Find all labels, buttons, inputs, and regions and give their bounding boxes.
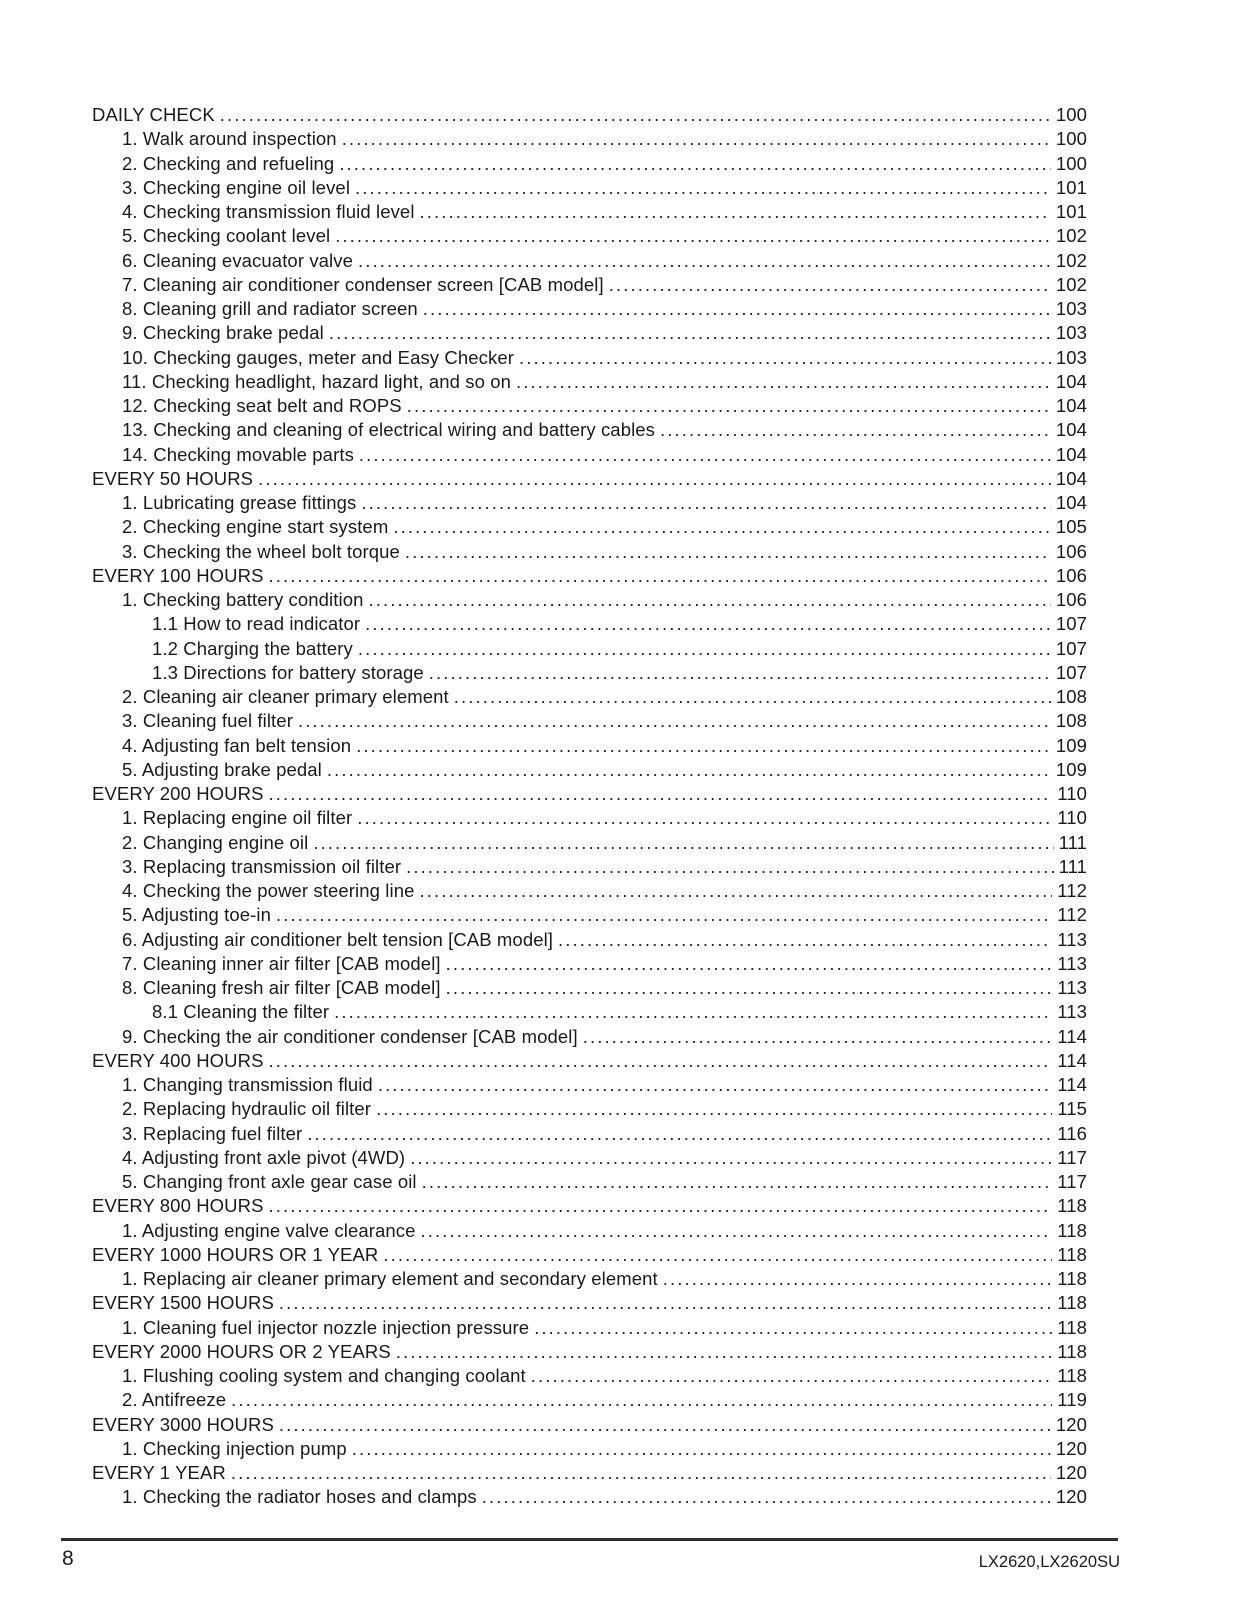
- toc-entry-label: 2. Checking engine start system: [122, 516, 389, 538]
- toc-leader-dots: [660, 418, 1051, 442]
- toc-entry-page-number: 114: [1057, 1025, 1087, 1047]
- toc-entry-label: 1. Checking battery condition: [122, 589, 364, 610]
- toc-entry-label: 4. Checking the power steering line: [122, 880, 415, 901]
- toc-leader-dots: [422, 1170, 1053, 1194]
- toc-entry: [92, 806, 1087, 830]
- toc-entry-page-number: 120: [1055, 1437, 1087, 1459]
- toc-entry-page-number: 114: [1057, 1049, 1087, 1071]
- toc-entry-page-number: 111: [1058, 831, 1087, 853]
- toc-entry-page-number: 107: [1055, 661, 1087, 683]
- toc-leader-dots: [352, 1437, 1051, 1461]
- toc-entry-page-number: 104: [1055, 370, 1087, 392]
- toc-entry-label: 3. Replacing transmission oil filter: [122, 855, 402, 877]
- toc-entry-page-number: 103: [1055, 298, 1087, 319]
- toc-leader-dots: [423, 297, 1051, 321]
- toc-entry-label: 2. Antifreeze: [122, 1389, 227, 1411]
- toc-leader-dots: [279, 1291, 1052, 1315]
- toc-entry: [92, 1413, 1087, 1437]
- toc-leader-dots: [558, 928, 1052, 952]
- toc-leader-dots: [355, 176, 1051, 200]
- toc-entry: [92, 152, 1087, 176]
- toc-entry-page-number: 112: [1057, 880, 1087, 901]
- toc-entry: [92, 443, 1087, 467]
- toc-entry-page-number: 103: [1055, 322, 1087, 344]
- toc-entry: [92, 103, 1087, 127]
- toc-leader-dots: [269, 1194, 1053, 1218]
- toc-entry: [92, 176, 1087, 200]
- toc-leader-dots: [258, 467, 1051, 491]
- toc-entry: [92, 879, 1087, 903]
- toc-leader-dots: [519, 346, 1051, 370]
- toc-entry-page-number: 118: [1057, 1316, 1087, 1338]
- toc-entry-label: EVERY 50 HOURS: [92, 467, 254, 489]
- toc-entry-label: 11. Checking headlight, hazard light, and so on: [122, 370, 512, 392]
- toc-leader-dots: [446, 952, 1053, 976]
- toc-leader-dots: [419, 879, 1052, 903]
- toc-entry: [92, 297, 1087, 321]
- toc-leader-dots: [429, 661, 1051, 685]
- toc-entry-page-number: 114: [1057, 1074, 1087, 1095]
- toc-entry-label: 2. Cleaning air cleaner primary element: [122, 686, 449, 707]
- toc-entry-page-number: 110: [1057, 807, 1087, 829]
- toc-entry-label: 6. Adjusting air conditioner belt tension [CAB model]: [122, 928, 554, 950]
- toc-leader-dots: [446, 976, 1053, 1000]
- toc-leader-dots: [359, 443, 1051, 467]
- toc-leader-dots: [279, 1413, 1051, 1437]
- toc-entry: [92, 1316, 1087, 1340]
- toc-entry-label: 13. Checking and cleaning of electrical wiring and battery cables: [122, 419, 656, 441]
- toc-entry-page-number: 100: [1055, 152, 1087, 174]
- toc-entry: [92, 273, 1087, 297]
- toc-entry-label: DAILY CHECK: [92, 104, 215, 125]
- toc-entry: [92, 1340, 1087, 1364]
- toc-entry-page-number: 101: [1055, 176, 1087, 198]
- toc-entry-page-number: 101: [1055, 201, 1087, 222]
- toc-entry-page-number: 120: [1055, 1462, 1087, 1483]
- toc-entry-page-number: 111: [1058, 855, 1087, 877]
- toc-entry: [92, 564, 1087, 588]
- toc-entry: [92, 1219, 1087, 1243]
- toc-entry-label: EVERY 2000 HOURS OR 2 YEARS: [92, 1340, 391, 1362]
- toc-entry-label: 1.1 How to read indicator: [152, 613, 361, 635]
- toc-entry-label: EVERY 200 HOURS: [92, 783, 264, 804]
- toc-entry: [92, 515, 1087, 539]
- toc-leader-dots: [396, 1340, 1052, 1364]
- toc-entry: [92, 831, 1087, 855]
- toc-leader-dots: [369, 588, 1051, 612]
- toc-leader-dots: [378, 1073, 1052, 1097]
- toc-entry: [92, 612, 1087, 636]
- toc-leader-dots: [358, 637, 1051, 661]
- toc-leader-dots: [663, 1267, 1052, 1291]
- toc-entry-label: 5. Changing front axle gear case oil: [122, 1171, 417, 1192]
- toc-entry: [92, 321, 1087, 345]
- toc-entry-label: 9. Checking the air conditioner condenser [CAB model]: [122, 1025, 578, 1047]
- toc-entry-page-number: 113: [1057, 1001, 1087, 1023]
- toc-entry-page-number: 118: [1057, 1292, 1087, 1314]
- toc-entry-label: EVERY 100 HOURS: [92, 564, 264, 586]
- toc-entry-label: EVERY 1 YEAR: [92, 1462, 226, 1483]
- toc-entry-label: 7. Cleaning air conditioner condenser screen [CAB model]: [122, 273, 604, 295]
- toc-entry-page-number: 117: [1057, 1146, 1087, 1168]
- toc-entry-page-number: 119: [1057, 1389, 1087, 1411]
- toc-leader-dots: [454, 685, 1051, 709]
- toc-entry: [92, 370, 1087, 394]
- toc-leader-dots: [335, 224, 1051, 248]
- toc-leader-dots: [231, 1461, 1051, 1485]
- toc-entry-page-number: 115: [1057, 1098, 1087, 1120]
- toc-entry-page-number: 100: [1055, 104, 1087, 125]
- toc-entry: [92, 637, 1087, 661]
- toc-entry-page-number: 116: [1057, 1122, 1087, 1144]
- toc-entry-label: 1.2 Charging the battery: [152, 637, 353, 659]
- toc-entry: [92, 224, 1087, 248]
- toc-entry-label: 3. Replacing fuel filter: [122, 1122, 303, 1144]
- toc-leader-dots: [220, 103, 1051, 127]
- model-reference: LX2620,LX2620SU: [978, 1553, 1120, 1571]
- toc-entry-page-number: 113: [1057, 977, 1087, 998]
- toc-entry: [92, 588, 1087, 612]
- toc-entry: [92, 127, 1087, 151]
- toc-entry-label: EVERY 3000 HOURS: [92, 1413, 274, 1435]
- toc-entry-page-number: 112: [1057, 904, 1087, 926]
- toc-leader-dots: [269, 564, 1051, 588]
- toc-entry-page-number: 118: [1057, 1195, 1087, 1217]
- toc-entry-label: 9. Checking brake pedal: [122, 322, 324, 344]
- toc-leader-dots: [407, 394, 1051, 418]
- toc-entry-label: 1. Adjusting engine valve clearance: [122, 1219, 416, 1241]
- toc-entry-label: 7. Cleaning inner air filter [CAB model]: [122, 952, 441, 974]
- toc-leader-dots: [231, 1388, 1052, 1412]
- toc-entry: [92, 1049, 1087, 1073]
- toc-entry-page-number: 102: [1055, 249, 1087, 271]
- toc-entry-label: 1. Walk around inspection: [122, 128, 337, 150]
- toc-entry-label: 8.1 Cleaning the filter: [152, 1001, 330, 1023]
- toc-entry-label: 3. Checking the wheel bolt torque: [122, 540, 400, 562]
- toc-entry-page-number: 107: [1055, 613, 1087, 635]
- toc-entry: [92, 1267, 1087, 1291]
- toc-entry: [92, 1097, 1087, 1121]
- toc-entry-label: 12. Checking seat belt and ROPS: [122, 395, 402, 416]
- toc-leader-dots: [376, 1097, 1052, 1121]
- toc-entry: [92, 976, 1087, 1000]
- toc-entry-page-number: 118: [1057, 1268, 1087, 1289]
- toc-entry: [92, 1388, 1087, 1412]
- toc-entry-page-number: 104: [1055, 395, 1087, 416]
- toc-entry-page-number: 118: [1057, 1219, 1087, 1241]
- toc-entry: [92, 903, 1087, 927]
- toc-entry-label: 2. Replacing hydraulic oil filter: [122, 1098, 372, 1120]
- toc-entry: [92, 782, 1087, 806]
- toc-entry-page-number: 103: [1055, 346, 1087, 368]
- toc-entry-page-number: 106: [1055, 564, 1087, 586]
- toc-entry: [92, 1461, 1087, 1485]
- toc-entry: [92, 346, 1087, 370]
- toc-entry-page-number: 113: [1057, 952, 1087, 974]
- toc-leader-dots: [516, 370, 1051, 394]
- toc-entry-label: 1.3 Directions for battery storage: [152, 661, 424, 683]
- toc-entry-label: 1. Flushing cooling system and changing coolant: [122, 1365, 526, 1386]
- toc-entry-page-number: 104: [1055, 492, 1087, 513]
- toc-leader-dots: [334, 1000, 1052, 1024]
- toc-leader-dots: [307, 1122, 1052, 1146]
- toc-entry-page-number: 117: [1057, 1171, 1087, 1192]
- toc-entry-page-number: 100: [1055, 128, 1087, 150]
- toc-entry: [92, 685, 1087, 709]
- toc-entry: [92, 661, 1087, 685]
- toc-entry-page-number: 110: [1057, 783, 1087, 804]
- toc-entry-label: 6. Cleaning evacuator valve: [122, 249, 354, 271]
- toc-entry-page-number: 104: [1055, 419, 1087, 441]
- toc-entry-label: 10. Checking gauges, meter and Easy Checker: [122, 346, 514, 368]
- toc-entry-page-number: 102: [1055, 225, 1087, 247]
- toc-entry: [92, 734, 1087, 758]
- toc-entry-page-number: 107: [1055, 637, 1087, 659]
- toc-entry: [92, 418, 1087, 442]
- toc-entry-page-number: 118: [1057, 1365, 1087, 1386]
- toc-entry: [92, 1485, 1087, 1509]
- toc-entry-page-number: 108: [1055, 710, 1087, 732]
- toc-entry: [92, 709, 1087, 733]
- toc-leader-dots: [298, 709, 1051, 733]
- toc-entry-label: 1. Lubricating grease fittings: [122, 492, 357, 513]
- toc-leader-dots: [269, 782, 1053, 806]
- toc-leader-dots: [383, 1243, 1052, 1267]
- toc-entry-page-number: 120: [1055, 1413, 1087, 1435]
- toc-leader-dots: [393, 515, 1050, 539]
- toc-entry: [92, 928, 1087, 952]
- toc-entry: [92, 1073, 1087, 1097]
- toc-entry-label: 1. Changing transmission fluid: [122, 1074, 373, 1095]
- toc-leader-dots: [357, 806, 1052, 830]
- toc-leader-dots: [342, 127, 1051, 151]
- toc-entry-page-number: 118: [1057, 1340, 1087, 1362]
- toc-entry-label: 8. Cleaning grill and radiator screen: [122, 298, 418, 319]
- toc-leader-dots: [583, 1025, 1052, 1049]
- toc-leader-dots: [421, 1219, 1053, 1243]
- toc-leader-dots: [531, 1364, 1052, 1388]
- toc-entry: [92, 1437, 1087, 1461]
- toc-entry-label: EVERY 800 HOURS: [92, 1195, 264, 1217]
- toc-entry-label: 1. Checking the radiator hoses and clamps: [122, 1486, 477, 1508]
- toc-entry: [92, 758, 1087, 782]
- toc-entry-label: 1. Checking injection pump: [122, 1437, 347, 1459]
- toc-leader-dots: [339, 152, 1051, 176]
- toc-leader-dots: [269, 1049, 1053, 1073]
- toc-entry: [92, 1025, 1087, 1049]
- footer-divider-rule: [61, 1538, 1118, 1541]
- toc-entry: [92, 1146, 1087, 1170]
- toc-entry: [92, 540, 1087, 564]
- toc-leader-dots: [406, 855, 1053, 879]
- table-of-contents: [92, 103, 1087, 1510]
- toc-entry: [92, 952, 1087, 976]
- toc-leader-dots: [405, 540, 1051, 564]
- toc-entry-label: 14. Checking movable parts: [122, 443, 354, 465]
- toc-entry-page-number: 104: [1055, 443, 1087, 465]
- toc-entry-label: EVERY 400 HOURS: [92, 1049, 264, 1071]
- toc-entry-page-number: 109: [1055, 758, 1087, 780]
- toc-entry-label: 4. Adjusting front axle pivot (4WD): [122, 1146, 406, 1168]
- toc-entry: [92, 491, 1087, 515]
- toc-leader-dots: [420, 200, 1051, 224]
- toc-entry-page-number: 109: [1055, 734, 1087, 756]
- toc-entry-page-number: 106: [1055, 540, 1087, 562]
- toc-entry: [92, 1122, 1087, 1146]
- page-number: 8: [62, 1547, 74, 1570]
- toc-leader-dots: [276, 903, 1052, 927]
- toc-entry-page-number: 120: [1055, 1486, 1087, 1508]
- toc-entry: [92, 1291, 1087, 1315]
- toc-leader-dots: [534, 1316, 1052, 1340]
- toc-entry-page-number: 118: [1057, 1243, 1087, 1265]
- toc-entry: [92, 394, 1087, 418]
- toc-entry-label: 5. Adjusting toe-in: [122, 904, 271, 926]
- toc-leader-dots: [313, 831, 1053, 855]
- toc-entry: [92, 1364, 1087, 1388]
- toc-entry-label: 3. Checking engine oil level: [122, 176, 351, 198]
- toc-entry-label: 5. Checking coolant level: [122, 225, 331, 247]
- toc-entry-page-number: 104: [1055, 467, 1087, 489]
- toc-entry: [92, 200, 1087, 224]
- toc-leader-dots: [327, 758, 1051, 782]
- toc-entry: [92, 1000, 1087, 1024]
- toc-entry-label: 3. Cleaning fuel filter: [122, 710, 293, 732]
- toc-entry-label: 1. Replacing air cleaner primary element and secondary element: [122, 1268, 658, 1289]
- toc-entry-page-number: 113: [1057, 928, 1087, 950]
- toc-entry-label: 1. Cleaning fuel injector nozzle injection pressure: [122, 1316, 530, 1338]
- toc-leader-dots: [410, 1146, 1052, 1170]
- toc-entry: [92, 249, 1087, 273]
- toc-entry-page-number: 108: [1055, 686, 1087, 707]
- toc-entry-label: EVERY 1500 HOURS: [92, 1292, 274, 1314]
- toc-entry-page-number: 102: [1055, 273, 1087, 295]
- toc-entry: [92, 1194, 1087, 1218]
- toc-entry: [92, 1243, 1087, 1267]
- toc-leader-dots: [361, 491, 1050, 515]
- toc-entry-label: EVERY 1000 HOURS OR 1 YEAR: [92, 1243, 379, 1265]
- toc-entry-label: 1. Replacing engine oil filter: [122, 807, 353, 829]
- toc-leader-dots: [365, 612, 1051, 636]
- toc-entry-label: 5. Adjusting brake pedal: [122, 758, 322, 780]
- toc-leader-dots: [358, 249, 1051, 273]
- toc-entry-page-number: 105: [1055, 516, 1087, 538]
- toc-entry: [92, 855, 1087, 879]
- toc-entry: [92, 1170, 1087, 1194]
- toc-leader-dots: [356, 734, 1051, 758]
- toc-entry-label: 2. Changing engine oil: [122, 831, 309, 853]
- toc-entry-label: 2. Checking and refueling: [122, 152, 335, 174]
- toc-leader-dots: [609, 273, 1051, 297]
- toc-leader-dots: [482, 1485, 1051, 1509]
- toc-entry-label: 4. Adjusting fan belt tension: [122, 734, 352, 756]
- toc-entry-label: 4. Checking transmission fluid level: [122, 201, 415, 222]
- toc-entry-label: 8. Cleaning fresh air filter [CAB model]: [122, 977, 441, 998]
- toc-leader-dots: [329, 321, 1051, 345]
- toc-entry-page-number: 106: [1055, 589, 1087, 610]
- toc-entry: [92, 467, 1087, 491]
